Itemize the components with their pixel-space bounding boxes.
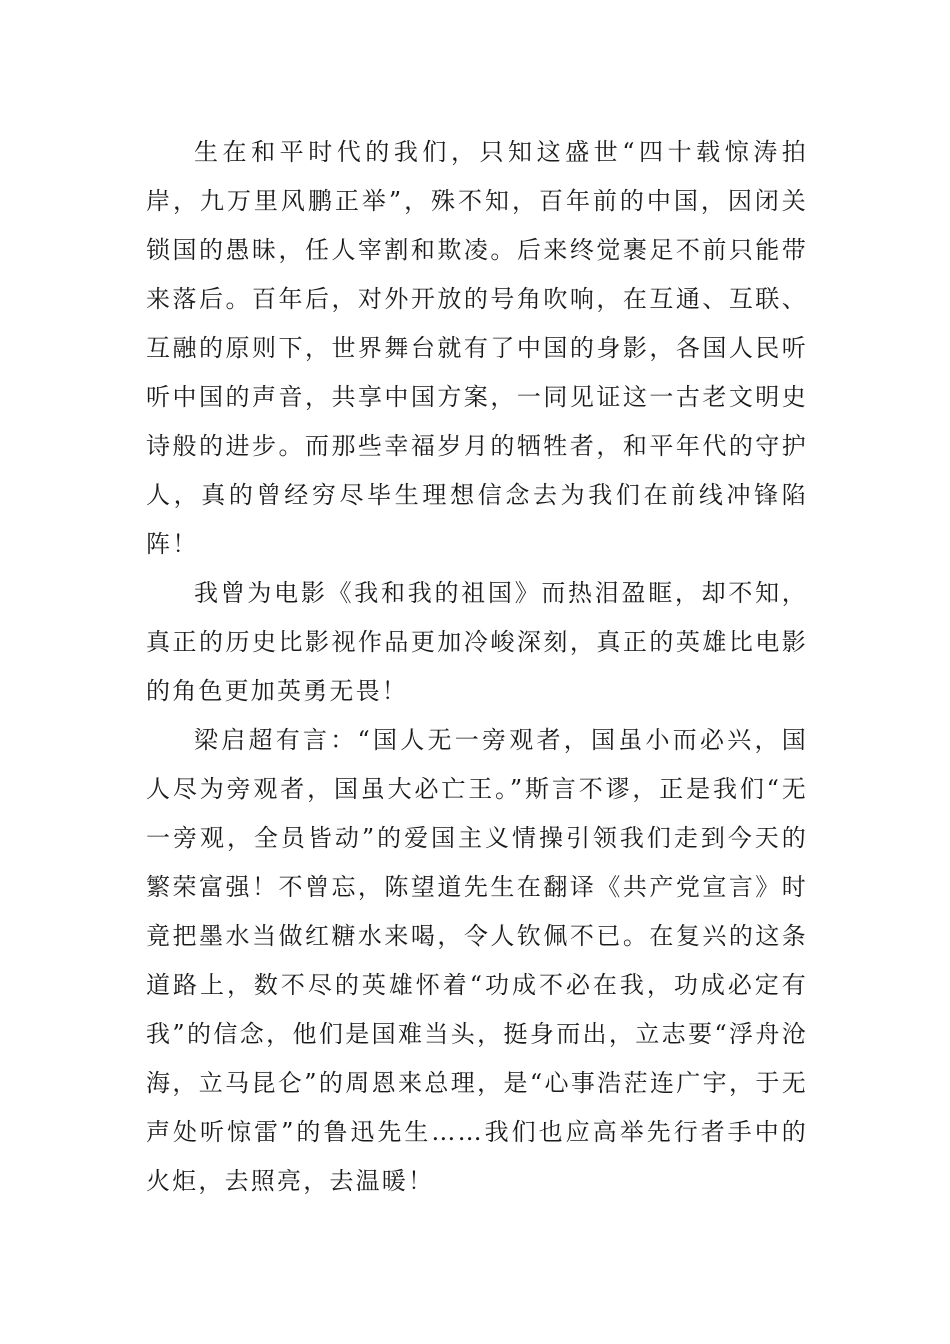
paragraph-1: 生在和平时代的我们，只知这盛世“四十载惊涛拍岸，九万里风鹏正举”，殊不知，百年前的中国，因闭关锁国的愚昧，任人宰割和欺凌。后来终觉裹足不前只能带来落后。百年后，对外开放的号角吹响，在互通、互联、互融的原则下，世界舞台就有了中国的身影，各国人民听听中国的声音，共享中国方案，一同见证这一古老文明史诗般的进步。而那些幸福岁月的牺牲者，和平年代的守护人，真的曾经穷尽毕生理想信念去为我们在前线冲锋陷阵！ (146, 138, 808, 558)
document-body (146, 128, 808, 1206)
paragraph-2: 我曾为电影《我和我的祖国》而热泪盈眶，却不知，真正的历史比影视作品更加冷峻深刻，真正的英雄比电影的角色更加英勇无畏！ (146, 579, 808, 705)
paragraph-3: 梁启超有言：“国人无一旁观者，国虽小而必兴，国人尽为旁观者，国虽大必亡王。”斯言不谬，正是我们“无一旁观，全员皆动”的爱国主义情操引领我们走到今天的繁荣富强！不曾忘，陈望道先生在翻译《共产党宣言》时竟把墨水当做红糖水来喝，令人钦佩不已。在复兴的这条道路上，数不尽的英雄怀着“功成不必在我，功成必定有我”的信念，他们是国难当头，挺身而出，立志要“浮舟沧海，立马昆仑”的周恩来总理，是“心事浩茫连广宇，于无声处听惊雷”的鲁迅先生……我们也应高举先行者手中的火炬，去照亮，去温暖！ (146, 726, 808, 1195)
